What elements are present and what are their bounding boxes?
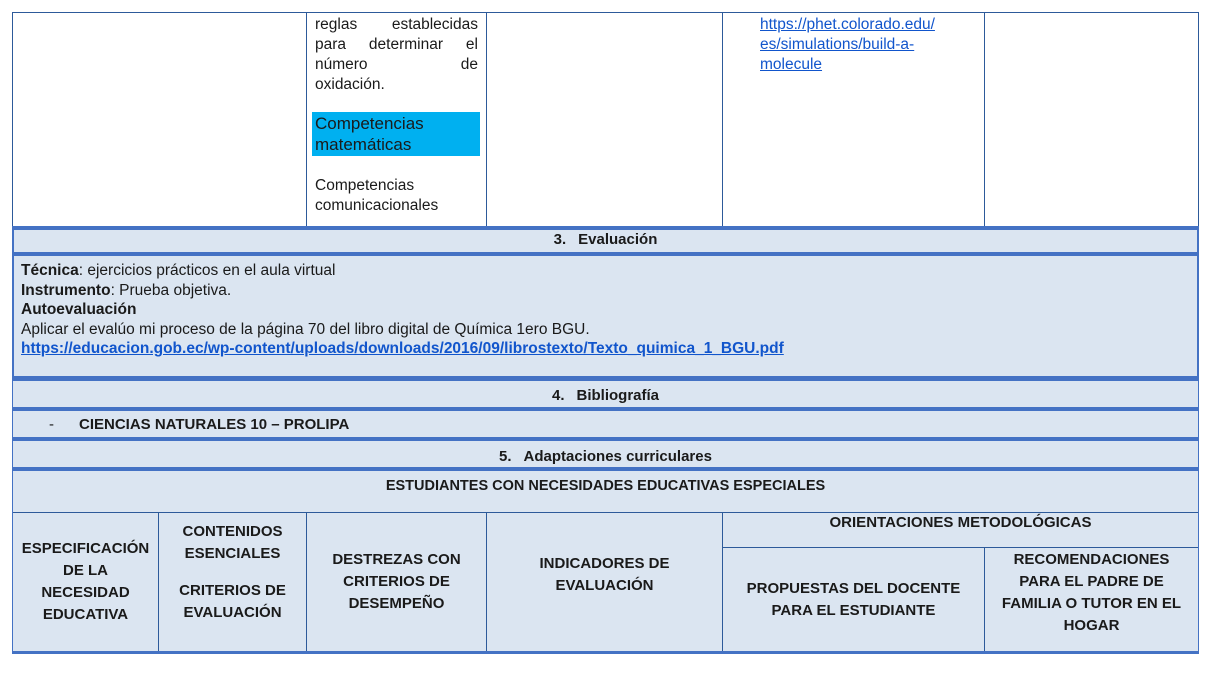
tecnica-label: Técnica [21, 262, 79, 279]
highlight-text [315, 113, 480, 155]
header-line: EVALUACIÓN [183, 604, 282, 621]
table-border-right [1198, 12, 1199, 228]
col-divider [984, 12, 985, 228]
instrumento-line [21, 281, 1191, 301]
tecnica-text: : ejercicios prácticos en el aula virtual [78, 262, 336, 279]
header-line: EVALUACIÓN [555, 577, 654, 594]
col-divider [306, 12, 307, 228]
header-line: CONTENIDOS [182, 523, 283, 540]
header-line: RECOMENDACIONES [1013, 551, 1170, 568]
header-line: FAMILIA O TUTOR EN EL [1001, 595, 1182, 612]
bibliography-item: CIENCIAS NATURALES 10 – PROLIPA [79, 416, 350, 433]
header-line: CRITERIOS DE [343, 573, 450, 590]
header-line: DESTREZAS CON [332, 551, 461, 568]
header-line: INDICADORES DE [539, 555, 670, 572]
resource-link-line[interactable]: https://phet.colorado.edu/ [760, 16, 935, 33]
bullet: - [49, 416, 54, 433]
header-line: PARA EL PADRE DE [1019, 573, 1164, 590]
table-border-top [12, 12, 1199, 13]
header-destrezas [307, 513, 486, 651]
col-divider [486, 12, 487, 228]
header-line: NECESIDAD [41, 584, 130, 601]
header-line: ESPECIFICACIÓN [21, 540, 150, 557]
header-propuestas [723, 548, 984, 651]
header-line: PROPUESTAS DEL DOCENTE [746, 579, 961, 597]
autoevaluacion-label: Autoevaluación [21, 301, 137, 318]
tecnica-line [21, 261, 1191, 281]
header-contenidos [159, 521, 306, 565]
highlight-line: matemáticas [315, 135, 412, 154]
header-line: DE LA [62, 562, 108, 579]
table-border-bottom [12, 651, 1199, 654]
instrumento-text: : Prueba objetiva. [110, 281, 232, 299]
header-indicadores [487, 513, 722, 637]
evaluacion-content [21, 261, 1191, 359]
header-line: PARA EL ESTUDIANTE [771, 601, 936, 619]
section-title-evaluacion [13, 231, 1198, 248]
header-recomendaciones [985, 548, 1198, 638]
aplicar-text: Aplicar el evalúo mi proceso de la página 70 del libro digital de Química 1ero BGU. [21, 320, 590, 338]
col-divider [722, 12, 723, 228]
resource-link-line[interactable]: molecule [760, 56, 823, 73]
section-title: Evaluación [578, 231, 658, 248]
header-criterios [159, 580, 306, 624]
section-title: Bibliografía [576, 387, 660, 404]
table-border-left [12, 12, 13, 228]
resource-link-line[interactable]: es/simulations/build-a- [760, 36, 915, 53]
criteria-line: oxidación. [315, 76, 385, 93]
header-line: ESENCIALES [184, 545, 281, 562]
header-line: DESEMPEÑO [348, 595, 445, 612]
comms-line: comunicacionales [315, 197, 439, 214]
header-line: EDUCATIVA [42, 606, 129, 623]
nee-subtitle: ESTUDIANTES CON NECESIDADES EDUCATIVAS ESPECIALES [385, 478, 826, 494]
section-number: 4. [551, 387, 565, 404]
header-line: HOGAR [1063, 617, 1120, 634]
highlight-line: Competencias [315, 114, 424, 133]
header-orientaciones [723, 513, 1198, 533]
instrumento-label: Instrumento [21, 281, 111, 299]
section-title: Adaptaciones curriculares [523, 448, 712, 465]
textbook-link[interactable]: https://educacion.gob.ec/wp-content/uploads/downloads/2016/09/librostexto/Texto_quimica_1_BGU.pdf [21, 340, 784, 357]
comms-line: Competencias [315, 177, 415, 194]
criteria-text [315, 15, 478, 95]
section-number: 5. [499, 448, 512, 465]
criteria-line: número de [315, 56, 478, 73]
criteria-line: para determinar el [315, 36, 478, 53]
header-line: CRITERIOS DE [179, 582, 286, 599]
comms-text [315, 176, 480, 216]
header-especificacion [13, 513, 158, 651]
header-line: ORIENTACIONES METODOLÓGICAS [829, 514, 1092, 531]
section-title-adaptaciones [13, 448, 1198, 465]
resource-link[interactable] [760, 15, 980, 75]
criteria-line: reglas establecidas [315, 16, 478, 33]
section-title-bibliografia [13, 387, 1198, 404]
section-number: 3. [553, 231, 567, 248]
